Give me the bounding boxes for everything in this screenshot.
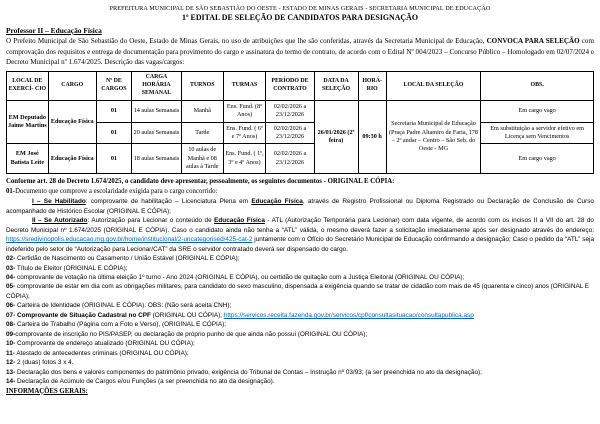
item-text: Título de Eleitor (ORIGINAL E CÓPIA); bbox=[15, 264, 128, 272]
table-header-row bbox=[7, 71, 594, 100]
subitem-text: juntamente com o Ofício do Secretário Municipal de Educação confirmando a designação; Caso o pedido da “ATL” seja indeferido pelo setor de “Autorização para Lecionar/CAT” da SRE o servidor contratado deverá ser dispensado do cargo. bbox=[6, 236, 594, 253]
item-text: comprovante de estar em dia com as obrigações militares, para candidato do sexo masculino, dispensada a exigência quando se tratar de cidadão com mais de 45 (quarenta e cinco) anos (ORIGINAL E CÓPIA); bbox=[6, 283, 590, 300]
item-text: Carteira de Identidade (ORIGINAL E CÓPIA). OBS: (Não será aceita CNH); bbox=[15, 302, 232, 310]
document-subitem-habilitado bbox=[6, 197, 594, 216]
cell-carga-horaria: 18 aulas Semanais bbox=[132, 144, 182, 174]
item-text: Declaração de Acúmulo de Cargos e/ou Funções (a ser preenchida no ato da designação). bbox=[15, 378, 275, 386]
document-item-07 bbox=[6, 311, 594, 320]
document-item-04 bbox=[6, 273, 594, 282]
cell-turnos: Tarde bbox=[181, 122, 223, 144]
item-text: comprovante de inscrição no PIS/PASEP, ou declaração de próprio punho de que ainda não possui (ORIGINAL OU CÓPIA); bbox=[15, 330, 368, 338]
header-horario: HORÁ- RIO bbox=[358, 71, 386, 100]
item-text: Carteira de Trabalho (Página com a Foto e Verso), (ORIGINAL E CÓPIA); bbox=[15, 321, 226, 329]
vacancies-table bbox=[6, 71, 594, 174]
cell-cargo: Educação Física bbox=[48, 144, 96, 174]
header-periodo-contrato: PERÍODO DE CONTRATO bbox=[266, 71, 314, 100]
item-number: 10- bbox=[6, 340, 16, 348]
documents-section bbox=[6, 177, 594, 394]
cell-turmas: Ens. Fund. ( 1º, 3º e 4º Anos) bbox=[223, 144, 266, 174]
item-number: 07- bbox=[6, 311, 16, 319]
cell-local-selecao: Secretaria Municipal de Educação (Praça Padre Altamiro de Faria, 178 – 2º andar – Centro – São Seb. do Oeste - MG bbox=[386, 100, 481, 174]
cell-carga-horaria: 14 aulas Semanais bbox=[132, 100, 182, 122]
subitem-text: , através de Registro Profissional ou Diploma Registrado ou Declaração de Conclusão de Curso acompanhado de Histórico Escolar (ORIGINAL E CÓPIA); bbox=[6, 198, 594, 215]
item-text: comprovante de votação na última eleição 1º turno - Ano 2024 (ORIGINAL E CÓPIA), ou certidão de quitação com a Justiça Eleitoral (ORIGINAL OU CÓPIA); bbox=[15, 273, 465, 281]
intro-paragraph bbox=[6, 36, 594, 68]
cell-num-cargos: 01 bbox=[96, 100, 131, 122]
header-local-selecao: LOCAL DA SELEÇÃO bbox=[386, 71, 481, 100]
cell-turmas: Ens. Fund. (8º Anos) bbox=[223, 100, 266, 122]
subitem-text: : Autorização para Lecionar o conteúdo de bbox=[87, 217, 215, 225]
item-number: 05- bbox=[6, 283, 16, 291]
document-item-10 bbox=[6, 339, 594, 348]
item-number: 12- bbox=[6, 359, 16, 367]
convoca-bold-text: CONVOCA PARA SELEÇÃO bbox=[486, 37, 580, 45]
cell-turnos: 10 aulas de Manhã e 08 aulas à Tarde bbox=[181, 144, 223, 174]
document-item-11 bbox=[6, 349, 594, 358]
cell-obs: Em substituição a servidor efetivo em Licença sem Vencimentos bbox=[481, 122, 594, 144]
item-text: Declaração dos bens e valores componentes do patrimônio privado, exigência do Tribunal de Contas – Instrução nº 03/93; (a ser preenchida no ato da designação); bbox=[15, 368, 482, 376]
header-turmas: TURMAS bbox=[223, 71, 266, 100]
document-item-05 bbox=[6, 282, 594, 301]
cell-carga-horaria: 20 aulas Semanais bbox=[132, 122, 182, 144]
general-info-heading: INFORMAÇÕES GERAIS: bbox=[6, 387, 88, 395]
item-number: 03- bbox=[6, 264, 16, 272]
cell-turmas: Ens. Fund. ( 6º e 7º Anos) bbox=[223, 122, 266, 144]
cell-num-cargos: 01 bbox=[96, 122, 131, 144]
cell-num-cargos: 01 bbox=[96, 144, 131, 174]
item-text: Documento que comprove a escolaridade exigida para o cargo concorrido: bbox=[15, 188, 218, 196]
position-section-title: Professor II – Educação Física bbox=[6, 26, 102, 35]
intro-text-1: O Prefeito Municipal de São Sebastião do Oeste, Estado de Minas Gerais, no uso de atribuições que lhe são conferidas, através da Secretaria Municipal de Educação, bbox=[6, 37, 487, 45]
cell-periodo: 02/02/2026 a 23/12/2026 bbox=[266, 100, 314, 122]
subitem-lead: I – Se Habilitado bbox=[32, 198, 86, 206]
item-text: (ORIGINAL OU CÓPIA); bbox=[150, 311, 224, 319]
item-number: 14- bbox=[6, 378, 16, 386]
header-obs: OBS. bbox=[481, 71, 594, 100]
header-turnos: TURNOS bbox=[181, 71, 223, 100]
cell-local-exercicio: EM Deputado Jaime Martins bbox=[7, 100, 49, 143]
item-number: 09- bbox=[6, 330, 16, 338]
subitem-text: : comprovante de habilitação – Licenciatura Plena em bbox=[85, 198, 252, 206]
document-item-14 bbox=[6, 377, 594, 386]
cell-obs: Em cargo vago bbox=[481, 144, 594, 174]
cell-obs: Em cargo vago bbox=[481, 100, 594, 122]
item-text: Comprovante de endereço atualizado (ORIGINAL OU CÓPIA); bbox=[15, 340, 195, 348]
document-subitem-autorizado bbox=[6, 216, 594, 254]
cell-data-selecao: 26/01/2026 (2ª feira) bbox=[314, 100, 358, 174]
cell-cargo: Educação Física bbox=[48, 100, 96, 143]
subitem-bold: Educação Física bbox=[251, 198, 303, 206]
municipality-header: PREFEITURA MUNICIPAL DE SÃO SEBASTIÃO DO OESTE - ESTADO DE MINAS GERAIS - SECRETARIA MUNICIPAL DE EDUCAÇÃO bbox=[109, 5, 491, 12]
item-bold-text: Comprovante de Situação Cadastral no CPF bbox=[15, 311, 151, 319]
item-text: 2 (duas) fotos 3 x 4. bbox=[15, 359, 74, 367]
item-number: 01- bbox=[6, 188, 16, 196]
intro-text-2: com comprovação dos requisitos e entrega de documentação para provimento do cargo e assinatura do termo de contrato, de acordo com o Edital Nº 004/2023 – Concurso Público – Homologado em 02/07/2024 e Decreto Municipal nº 1.674/2025. Descrição das vagas/cargos: bbox=[6, 37, 594, 67]
header-local-exercicio: LOCAL DE EXERCÍ- CIO bbox=[7, 71, 49, 100]
document-item-12 bbox=[6, 358, 594, 367]
document-item-06 bbox=[6, 301, 594, 310]
subitem-lead: II – Se Autorizado bbox=[32, 217, 88, 225]
document-item-08 bbox=[6, 320, 594, 329]
item-text: Certidão de Nascimento ou Casamento / União Estável (ORIGINAL E CÓPIA); bbox=[15, 255, 240, 263]
document-item-13 bbox=[6, 368, 594, 377]
header-cargo: CARGO bbox=[48, 71, 96, 100]
header-num-cargos: Nº DE CARGOS bbox=[96, 71, 131, 100]
item-number: 08- bbox=[6, 321, 16, 329]
cell-periodo: 02/02/2026 a 23/12/2026 bbox=[266, 122, 314, 144]
document-item-03 bbox=[6, 264, 594, 273]
subitem-bold: Educação Física bbox=[214, 217, 265, 225]
cell-periodo: 02/02/2026 a 23/12/2026 bbox=[266, 144, 314, 174]
edital-title: 1º EDITAL DE SELEÇÃO DE CANDIDATOS PARA DESIGNAÇÃO bbox=[182, 13, 418, 22]
cell-local-exercicio: EM José Batista Leite bbox=[7, 144, 49, 174]
document-item-02 bbox=[6, 254, 594, 263]
document-item-09 bbox=[6, 330, 594, 339]
item-number: 13- bbox=[6, 368, 16, 376]
item-number: 02- bbox=[6, 255, 16, 263]
table-row bbox=[7, 100, 594, 122]
header-data-selecao: DATA DA SELEÇÃO bbox=[314, 71, 358, 100]
documents-heading: Conforme art. 28 do Decreto 1.674/2025, o candidato deve apresentar, pessoalmente, os seguintes documentos - ORIGINAL E CÓPIA: bbox=[6, 178, 395, 186]
header-carga-horaria: CARGA HORÁRIA SEMANAL bbox=[132, 71, 182, 100]
subitem-text: - ATL (Autorização Temporária para Lecionar) com data vigente, de acordo com os incisos II a VII do art. 28 do Decreto Municipal nº 1.674/2025 (ORIGINAL E CÓPIA). Caso o candidato ainda não tenha a “ATL” válida, o mesmo deverá fazer a solicitação imediatamente após ser designado através do endereço: bbox=[6, 217, 594, 234]
cpf-consult-link[interactable]: https://servicos.receita.fazenda.gov.br/servicos/cpf/consultasituacao/consultapublica.asp bbox=[223, 311, 474, 319]
atl-request-link[interactable]: https://sredivinopolis.educacao.mg.gov.br/home/institucional/2-uncategorised/425-cat-2 bbox=[6, 236, 253, 244]
cell-horario: 09:30 h bbox=[358, 100, 386, 174]
item-number: 11- bbox=[6, 349, 15, 357]
item-text: Atestado de antecedentes criminais (ORIGINAL OU CÓPIA); bbox=[14, 349, 189, 357]
table-row bbox=[7, 144, 594, 174]
document-item-01 bbox=[6, 187, 594, 197]
cell-turnos: Manhã bbox=[181, 100, 223, 122]
item-number: 06- bbox=[6, 302, 16, 310]
item-number: 04- bbox=[6, 273, 16, 281]
